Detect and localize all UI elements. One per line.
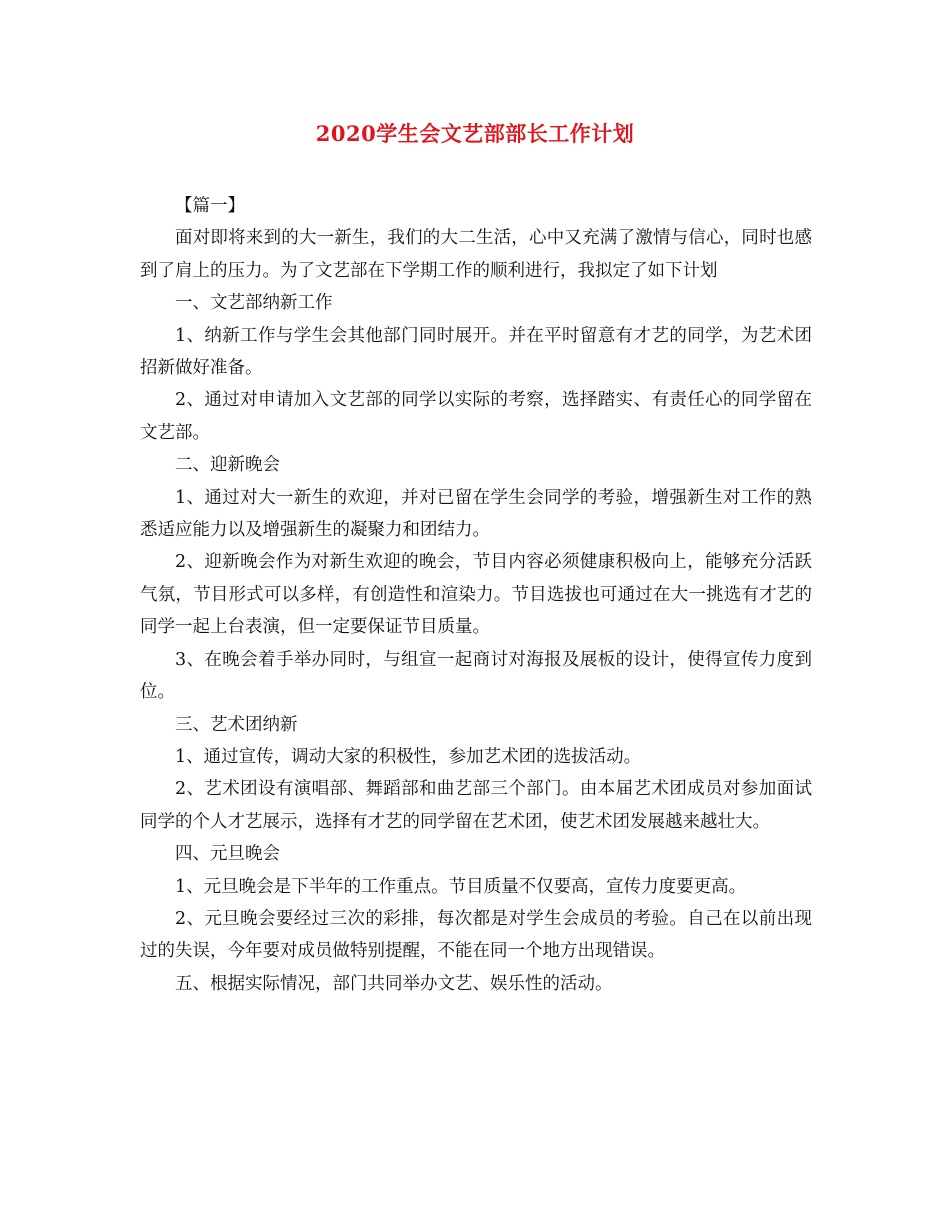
section-marker: 【篇一】 [175,196,245,216]
paragraph-1-2: 2、通过对申请加入文艺部的同学以实际的考察，选择踏实、有责任心的同学留在文艺部。 [140,390,812,443]
section-heading-5: 五、根据实际情况，部门共同举办文艺、娱乐性的活动。 [175,973,613,994]
intro-paragraph: 面对即将来到的大一新生，我们的大二生活，心中又充满了激情与信心，同时也感到了肩上的压力。为了文艺部在下学期工作的顺利进行，我拟定了如下计划 [140,228,812,281]
section-heading-3: 三、艺术团纳新 [175,714,298,735]
paragraph-2-1: 1、通过对大一新生的欢迎，并对已留在学生会同学的考验，增强新生对工作的熟悉适应能力以及增强新生的凝聚力和团结力。 [140,487,812,541]
paragraph-3-2: 2、艺术团设有演唱部、舞蹈部和曲艺部三个部门。由本届艺术团成员对参加面试同学的个人才艺展示，选择有才艺的同学留在艺术团，使艺术团发展越来越壮大。 [140,779,812,832]
paragraph-3-1: 1、通过宣传，调动大家的积极性，参加艺术团的选拔活动。 [175,746,642,767]
section-heading-2: 二、迎新晚会 [175,455,280,476]
paragraph-2-3: 3、在晚会着手举办同时，与组宣一起商讨对海报及展板的设计，使得宣传力度到位。 [140,649,812,703]
section-heading-4: 四、元旦晚会 [175,844,280,865]
section-heading-1: 一、文艺部纳新工作 [175,293,333,314]
paragraph-2-2: 2、迎新晚会作为对新生欢迎的晚会，节目内容必须健康积极向上，能够充分活跃气氛，节目形式可以多样，有创造性和渲染力。节目选拔也可通过在大一挑选有才艺的同学一起上台表演，但一定要保证节目质量。 [140,552,812,638]
paragraph-4-1: 1、元旦晚会是下半年的工作重点。节目质量不仅要高，宣传力度要更高。 [175,876,747,897]
document-title: 2020学生会文艺部部长工作计划 [315,121,635,146]
document-body [140,190,812,1000]
paragraph-4-2: 2、元旦晚会要经过三次的彩排，每次都是对学生会成员的考验。自己在以前出现过的失误，今年要对成员做特别提醒，不能在同一个地方出现错误。 [140,908,812,962]
paragraph-1-1: 1、纳新工作与学生会其他部门同时展开。并在平时留意有才艺的同学，为艺术团招新做好准备。 [140,325,812,379]
